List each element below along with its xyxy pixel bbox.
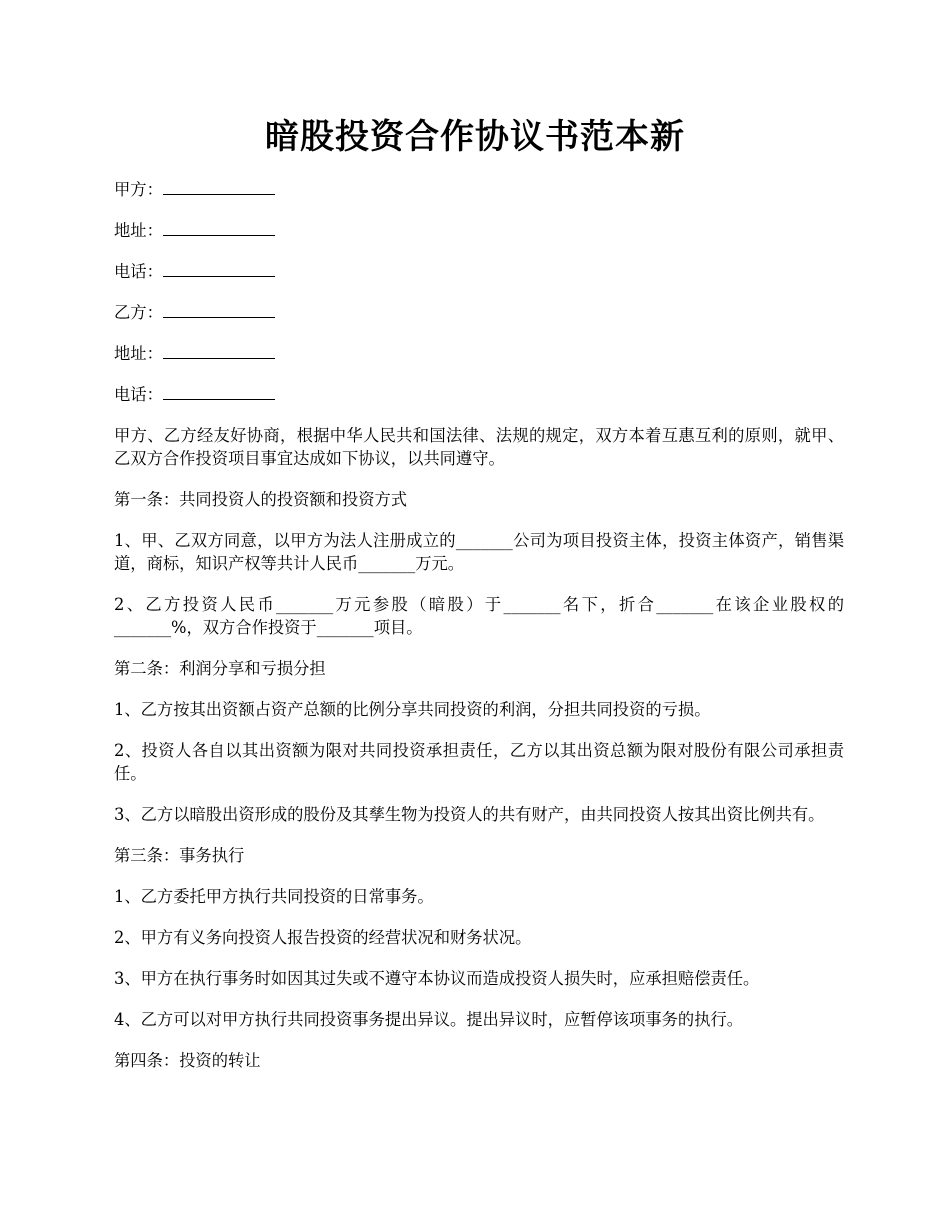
document-body: [114, 178, 844, 1090]
field-label: 乙方：: [114, 303, 163, 322]
article-3-clause-4: 4、乙方可以对甲方执行共同投资事务提出异议。提出异议时，应暂停该项事务的执行。: [114, 1010, 744, 1029]
party-a-phone-field: [114, 260, 844, 283]
article-3-clause-3: 3、甲方在执行事务时如因其过失或不遵守本协议而造成投资人损失时，应承担赔偿责任。: [114, 969, 760, 988]
party-a-address-field: [114, 219, 844, 242]
document-title: 暗股投资合作协议书范本新: [265, 117, 685, 157]
party-b-phone-field: [114, 383, 844, 406]
field-label: 电话：: [114, 385, 163, 404]
article-2-heading: 第二条：利润分享和亏损分担: [114, 659, 326, 678]
fill-blank: [163, 342, 275, 359]
article-4-heading: 第四条：投资的转让: [114, 1051, 261, 1070]
field-label: 电话：: [114, 262, 163, 281]
fill-blank: [163, 383, 275, 400]
article-3-heading: 第三条：事务执行: [114, 846, 245, 865]
article-2-clause-1: 1、乙方按其出资额占资产总额的比例分享共同投资的利润，分担共同投资的亏损。: [114, 700, 711, 719]
article-2-clause-2: 2、投资人各自以其出资额为限对共同投资承担责任，乙方以其出资总额为限对股份有限公司承担责任。: [114, 741, 844, 783]
fill-blank: [163, 301, 275, 318]
article-2-clause-3: 3、乙方以暗股出资形成的股份及其孳生物为投资人的共有财产，由共同投资人按其出资比例共有。: [114, 805, 825, 824]
article-1-clause-2: 2、乙方投资人民币_______万元参股（暗股）于_______名下，折合_______在该企业股权的_______%，双方合作投资于_______项目。: [114, 595, 844, 637]
party-b-address-field: [114, 342, 844, 365]
article-1-heading: 第一条：共同投资人的投资额和投资方式: [114, 490, 408, 509]
article-3-clause-1: 1、乙方委托甲方执行共同投资的日常事务。: [114, 887, 434, 906]
field-label: 甲方：: [114, 180, 163, 199]
field-label: 地址：: [114, 344, 163, 363]
article-1-clause-1: 1、甲、乙双方同意，以甲方为法人注册成立的_______公司为项目投资主体，投资主体资产，销售渠道，商标，知识产权等共计人民币_______万元。: [114, 531, 844, 573]
fill-blank: [163, 219, 275, 236]
intro-paragraph: 甲方、乙方经友好协商，根据中华人民共和国法律、法规的规定，双方本着互惠互利的原则，就甲、乙双方合作投资项目事宜达成如下协议，以共同遵守。: [114, 426, 844, 468]
field-label: 地址：: [114, 221, 163, 240]
party-a-field: [114, 178, 844, 201]
article-3-clause-2: 2、甲方有义务向投资人报告投资的经营状况和财务状况。: [114, 928, 532, 947]
party-b-field: [114, 301, 844, 324]
fill-blank: [163, 178, 275, 195]
fill-blank: [163, 260, 275, 277]
